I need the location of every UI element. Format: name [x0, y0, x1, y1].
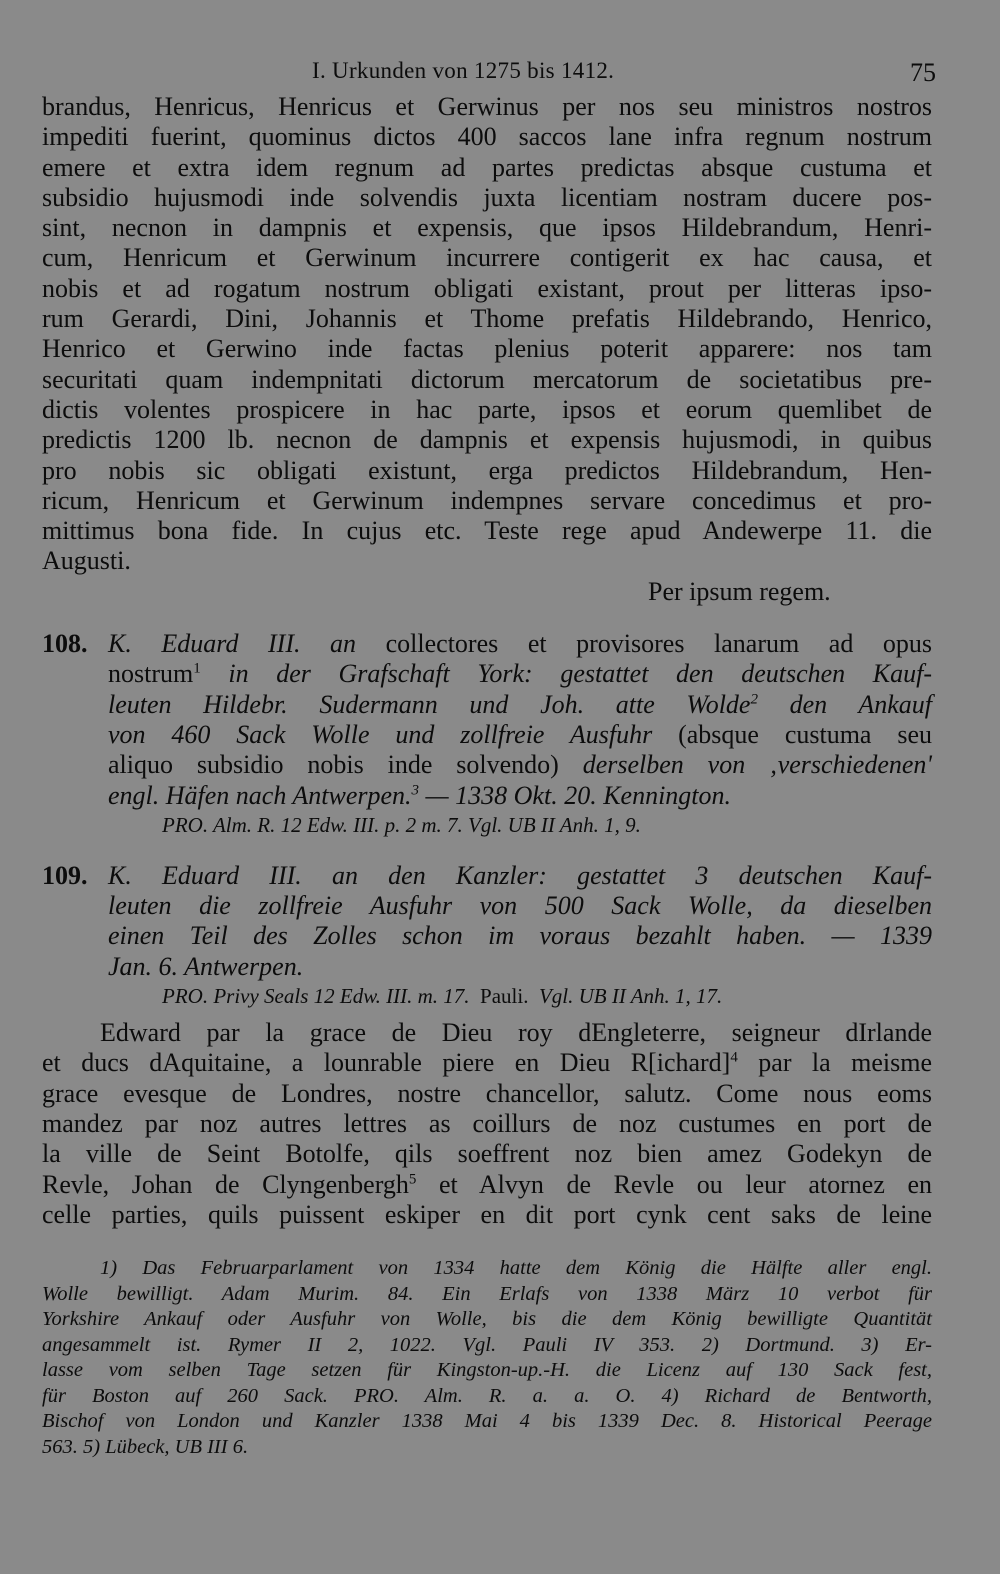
source-citation [42, 982, 932, 1010]
regest-roman: aliquo subsidio nobis inde solvendo) [108, 750, 559, 780]
footnotes [42, 1256, 932, 1460]
running-header [42, 52, 936, 92]
regest-line [108, 750, 932, 780]
footnote-line: 1) Das Februarparlament von 1334 hatte dem König die Hälfte aller engl. [100, 1257, 932, 1280]
text-line: nobis et ad rogatum nostrum obligati existant, prout per litteras ipso- [42, 273, 932, 303]
text-line: dictis volentes prospicere in hac parte, ipsos et eorum quemlibet de [42, 394, 932, 424]
footnote-line: für Boston auf 260 Sack. PRO. Alm. R. a. a. O. 4) Richard de Bentworth, [42, 1384, 932, 1407]
regest-italic: von 460 Sack Wolle und zollfreie Ausfuhr [108, 719, 653, 749]
source-citation: PRO. Alm. R. 12 Edw. III. p. 2 m. 7. Vgl. UB II Anh. 1, 9. [162, 812, 641, 837]
footnote-ref: 2 [750, 690, 758, 707]
letter-line: grace evesque de Londres, nostre chancellor, salutz. Come nous eoms [42, 1078, 932, 1108]
regest-line: Jan. 6. Antwerpen. [108, 951, 304, 981]
regest-roman: (absque custuma seu [678, 719, 932, 749]
footnote-line: angesammelt ist. Rymer II 2, 1022. Vgl. Pauli IV 353. 2) Dortmund. 3) Er- [42, 1333, 932, 1356]
running-title: I. Urkunden von 1275 bis 1412. [312, 58, 615, 83]
letter-line: Edward par la grace de Dieu roy dEngleterre, seigneur dIrlande [100, 1018, 932, 1048]
entry-109-regest [42, 861, 932, 982]
entry-number: 109. [42, 860, 88, 890]
footnote-ref: 4 [730, 1049, 738, 1066]
source-part: Vgl. UB II Anh. 1, 17. [538, 984, 723, 1009]
regest-italic: leuten Hildebr. Sudermann und Joh. atte Wolde [108, 689, 751, 719]
letter-text [42, 1018, 932, 1230]
footnote-line: Bischof von London und Kanzler 1338 Mai 4 bis 1339 Dec. 8. Historical Peerage [42, 1410, 932, 1433]
footnote-ref: 1 [193, 660, 201, 677]
regest-line [108, 659, 932, 689]
regest-line: leuten die zollfreie Ausfuhr von 500 Sack Wolle, da dieselben [108, 891, 932, 921]
page-number: 75 [910, 58, 936, 87]
letter-segment: par la meisme [758, 1048, 932, 1078]
source-part: Pauli. [480, 984, 529, 1009]
text-line: brandus, Henricus, Henricus et Gerwinus per nos seu ministros nostros [42, 92, 932, 121]
regest-line [108, 629, 932, 659]
regest-line [108, 720, 932, 750]
text-line: mittimus bona fide. In cujus etc. Teste rege apud Andewerpe 11. die [42, 516, 932, 546]
footnote-line-last: 563. 5) Lübeck, UB III 6. [42, 1435, 249, 1458]
text-line: Henrico et Gerwino inde factas plenius poterit apparere: nos tam [42, 334, 932, 364]
text-line: subsidio hujusmodi inde solvendis juxta licentiam nostram ducere pos- [42, 182, 932, 212]
regest-roman: collectores et provisores lanarum ad opus [385, 629, 933, 659]
letter-line [42, 1170, 932, 1200]
letter-segment: Revle, Johan de Clyngenbergh [42, 1169, 409, 1199]
entry-109 [42, 861, 932, 1010]
letter-line: mandez par noz autres lettres as coillurs de noz custumes en port de [42, 1108, 932, 1138]
text-line: cum, Henricum et Gerwinum incurrere contigerit ex hac causa, et [42, 243, 932, 273]
footnote-ref: 5 [408, 1170, 417, 1187]
regest-italic: K. Eduard III. an [108, 629, 357, 659]
text-line: pro nobis sic obligati existunt, erga predictos Hildebrandum, Hen- [42, 455, 932, 485]
entry-108-regest [42, 629, 932, 811]
footnote-ref: 3 [411, 781, 420, 798]
letter-line [42, 1048, 932, 1078]
regest-italic: derselben von ‚verschiedenen' [582, 750, 932, 780]
regest-italic: in der Grafschaft York: gestattet den deutschen Kauf- [228, 659, 932, 689]
regest-line: K. Eduard III. an den Kanzler: gestattet 3 deutschen Kauf- [108, 860, 932, 890]
text-line: impediti fuerint, quominus dictos 400 saccos lane infra regnum nostrum [42, 122, 932, 152]
footnote-line: Yorkshire Ankauf oder Ausfuhr von Wolle, bis die dem König bewilligte Quantität [42, 1308, 932, 1331]
footnote-line: lasse vom selben Tage setzen für Kingston-up.-H. die Licenz auf 130 Sack fest, [42, 1359, 932, 1382]
text-line-last: Augusti. [42, 546, 131, 576]
letter-line: la ville de Seint Botolfe, qils soeffrent noz bien amez Godekyn de [42, 1139, 932, 1169]
text-line: predictis 1200 lb. necnon de dampnis et expensis hujusmodi, in quibus [42, 425, 932, 455]
continuation-text [42, 92, 932, 607]
signature-line: Per ipsum regem. [648, 576, 831, 606]
regest-line: einen Teil des Zolles schon im voraus bezahlt haben. — 1339 [108, 921, 932, 951]
text-line: emere et extra idem regnum ad partes predictas absque custuma et [42, 152, 932, 182]
regest-line [108, 781, 932, 811]
letter-segment: et ducs dAquitaine, a lounrable piere en Dieu R[ichard] [42, 1048, 731, 1078]
regest-roman: nostrum [108, 659, 194, 689]
regest-italic: den Ankauf [789, 689, 932, 719]
letter-segment: et Alvyn de Revle ou leur atornez en [438, 1169, 932, 1199]
text-line: ricum, Henricum et Gerwinum indempnes servare concedimus et pro- [42, 485, 932, 515]
source-part: PRO. Privy Seals 12 Edw. III. m. 17. [162, 984, 470, 1009]
text-line: rum Gerardi, Dini, Johannis et Thome prefatis Hildebrando, Henrico, [42, 304, 932, 334]
text-line: sint, necnon in dampnis et expensis, que ipsos Hildebrandum, Henri- [42, 213, 932, 243]
regest-italic: — 1338 Okt. 20. Kennington. [425, 780, 732, 810]
text-line: securitati quam indempnitati dictorum mercatorum de societatibus pre- [42, 364, 932, 394]
letter-line: celle parties, quils puissent eskiper en dit port cynk cent saks de leine [42, 1199, 932, 1229]
entry-108 [42, 629, 932, 839]
document-page [42, 52, 936, 1460]
regest-line [108, 690, 932, 720]
regest-italic: engl. Häfen nach Antwerpen. [108, 780, 412, 810]
entry-number: 108. [42, 629, 88, 659]
footnote-line: Wolle bewilligt. Adam Murim. 84. Ein Erlafs von 1338 März 10 verbot für [42, 1282, 932, 1305]
